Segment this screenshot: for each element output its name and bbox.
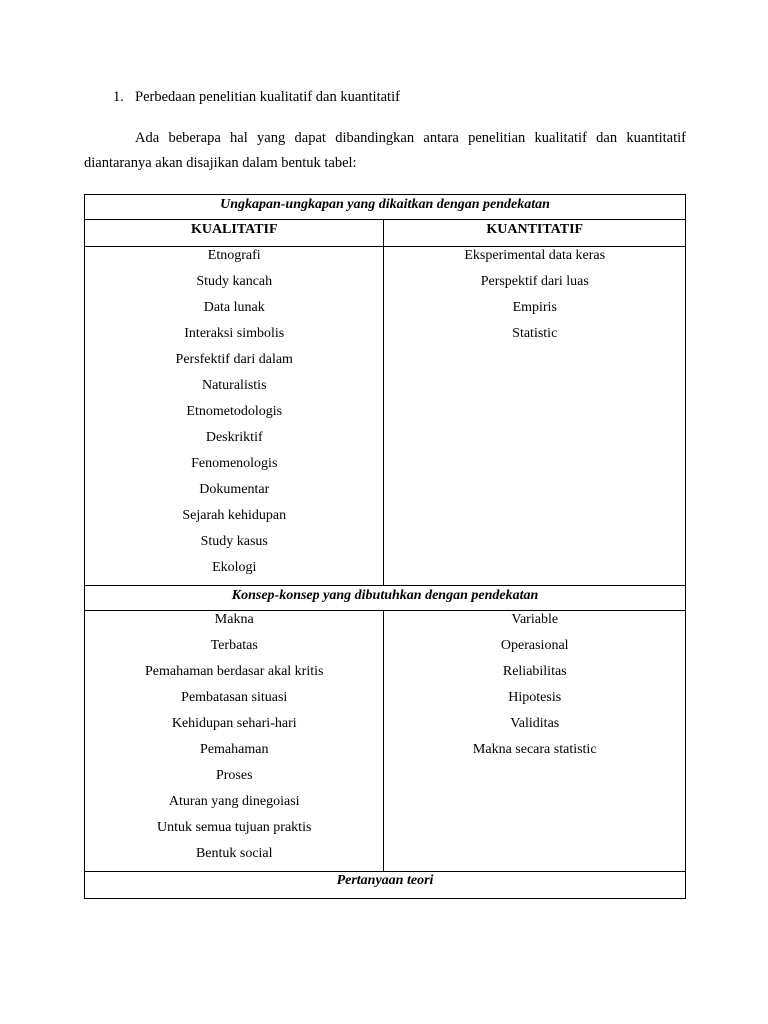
table-cell-item: Etnografi <box>207 248 261 263</box>
table-cell-item: Study kancah <box>196 274 273 289</box>
heading-text: Perbedaan penelitian kualitatif dan kuantitatif <box>135 89 400 105</box>
table-cell-item: Data lunak <box>203 300 265 315</box>
table-cell-item: Etnometodologis <box>186 404 283 419</box>
table-cell-item: Pemahaman <box>200 742 269 757</box>
table-cell-item: Makna <box>214 612 254 627</box>
table-cell-item: Persfektif dari dalam <box>175 352 293 367</box>
section2-kualitatif-list <box>85 611 384 872</box>
table-cell-item: Interaksi simbolis <box>184 326 285 341</box>
heading-number: 1. <box>113 89 124 105</box>
table-cell-item: Bentuk social <box>195 846 273 861</box>
table-cell-item: Pemahaman berdasar akal kritis <box>145 664 324 679</box>
table-cell-item: Ekologi <box>212 560 257 575</box>
table-cell-item: Aturan yang dinegoiasi <box>168 794 300 809</box>
table-cell-item: Sejarah kehidupan <box>182 508 287 523</box>
section3-title: Pertanyaan teori <box>85 872 686 899</box>
table-cell-item: Statistic <box>512 326 558 341</box>
intro-paragraph-text: Ada beberapa hal yang dapat dibandingkan antara penelitian kualitatif dan kuantitatif diantaranya akan disajikan dalam bentuk tabel: <box>84 130 686 171</box>
table-cell-item: Operasional <box>500 638 569 653</box>
table-cell-item: Terbatas <box>210 638 258 653</box>
section1-title: Ungkapan-ungkapan yang dikaitkan dengan pendekatan <box>85 195 686 220</box>
table-cell-item: Proses <box>215 768 253 783</box>
table-cell-item: Kehidupan sehari-hari <box>171 716 297 731</box>
kuantitatif-header: KUANTITATIF <box>384 220 686 247</box>
table-cell-item: Variable <box>511 612 559 627</box>
table-cell-item: Perspektif dari luas <box>480 274 589 289</box>
table-cell-item: Eksperimental data keras <box>464 248 606 263</box>
table-cell-item: Naturalistis <box>201 378 267 393</box>
section2-title: Konsep-konsep yang dibutuhkan dengan pendekatan <box>85 586 686 611</box>
table-cell-item: Dokumentar <box>199 482 270 497</box>
table-cell-item: Deskriktif <box>205 430 263 445</box>
table-cell-item: Validitas <box>510 716 560 731</box>
section2-kuantitatif-list <box>384 611 686 872</box>
table-cell-item: Pembatasan situasi <box>181 690 288 705</box>
table-cell-item: Empiris <box>512 300 557 315</box>
table-cell-item: Untuk semua tujuan praktis <box>157 820 312 835</box>
comparison-table <box>84 194 686 899</box>
table-cell-item: Reliabilitas <box>502 664 567 679</box>
table-cell-item: Fenomenologis <box>191 456 278 471</box>
kualitatif-header: KUALITATIF <box>85 220 384 247</box>
table-cell-item: Study kasus <box>200 534 268 549</box>
section-heading <box>113 89 400 106</box>
intro-paragraph <box>84 126 686 176</box>
section1-kuantitatif-list <box>384 247 686 586</box>
table-cell-item: Makna secara statistic <box>472 742 597 757</box>
table-cell-item: Hipotesis <box>508 690 562 705</box>
section1-kualitatif-list <box>85 247 384 586</box>
